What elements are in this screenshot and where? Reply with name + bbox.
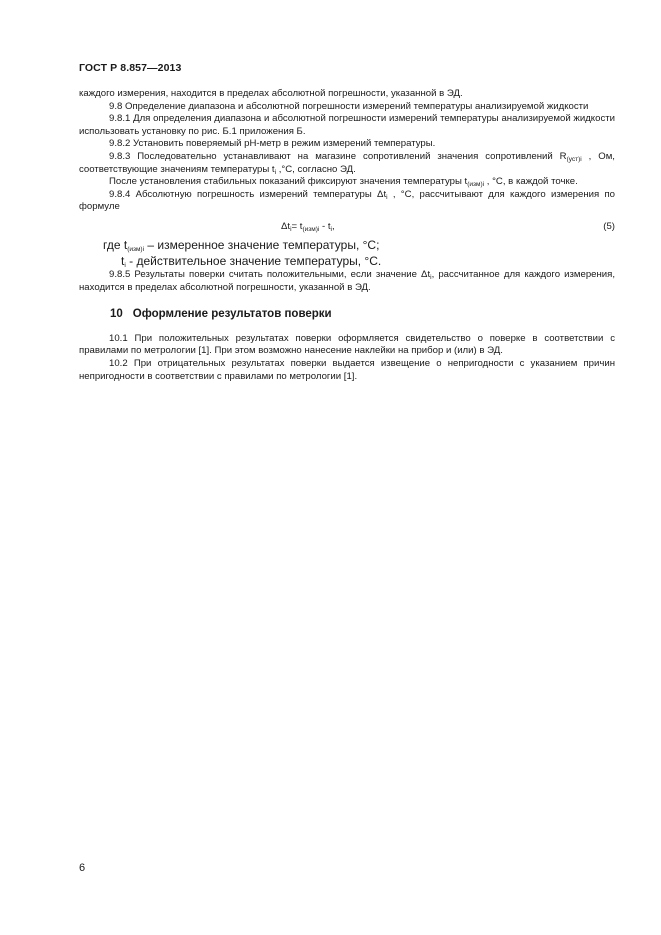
where-line-measured: где $t_{(изм)i}$ – измеренное значение температуры, °С; [103,237,380,253]
paragraph-9-8-4: 9.8.4 Абсолютную погрешность измерений температуры $\Delta t_i$ , °С, рассчитывают для каждого измерения по формуле [79,188,615,213]
document-header: ГОСТ Р 8.857—2013 [79,62,182,74]
paragraph-9-8-1: 9.8.1 Для определения диапазона и абсолютной погрешности измерений температуры анализируемой жидкости использовать установку по рис. Б.1 приложения Б. [79,113,615,137]
paragraph-9-8-5: 9.8.5 Результаты поверки считать положительными, если значение $\Delta t_i$, рассчитанное для каждого измерения, находится в пределах абсолютной погрешности, указанной в ЭД. [79,268,616,293]
paragraph-9-8: 9.8 Определение диапазона и абсолютной погрешности измерений температуры анализируемой жидкости [109,100,589,112]
where-line-actual: $t_i$ - действительное значение температуры, °С. [121,253,382,269]
formula-number: (5) [603,220,615,232]
section-number: 10 [110,308,123,321]
paragraph-after-stabilization: После установления стабильных показаний фиксируют значения температуры $t_{(изм)i}$ , °С, в каждой точке. [109,176,578,189]
section-title: Оформление результатов поверки [132,308,332,321]
paragraph-9-8-3: 9.8.3 Последовательно устанавливают на магазине сопротивлений значения сопротивлений $R_{(уст)i}$ , Ом, соответствующие значениям температуры $t_i$ ,°С, согласно ЭД. [79,150,615,176]
paragraph-10-1: 10.1 При положительных результатах поверки оформляется свидетельство о поверке в соответствии с правилами по метрологии [1]. При этом возможно нанесение наклейки на прибор и (или) в ЭД. [79,332,615,357]
paragraph-continuation: каждого измерения, находится в пределах абсолютной погрешности, указанной в ЭД. [79,88,463,99]
paragraph-10-2: 10.2 При отрицательных результатах поверки выдается извещение о непригодности с указанием причин непригодности в соответствии с правилами по метрологии [1]. [79,357,615,382]
formula-5 [79,219,615,233]
formula-expression: $\Delta t_i= t_{(изм)i} - t_i$, [281,220,335,233]
paragraph-9-8-2: 9.8.2 Установить поверяемый рН-метр в режим измерений температуры. [109,138,436,150]
section-10-heading [110,308,615,321]
document-body [79,88,615,383]
page-number: 6 [79,862,86,874]
